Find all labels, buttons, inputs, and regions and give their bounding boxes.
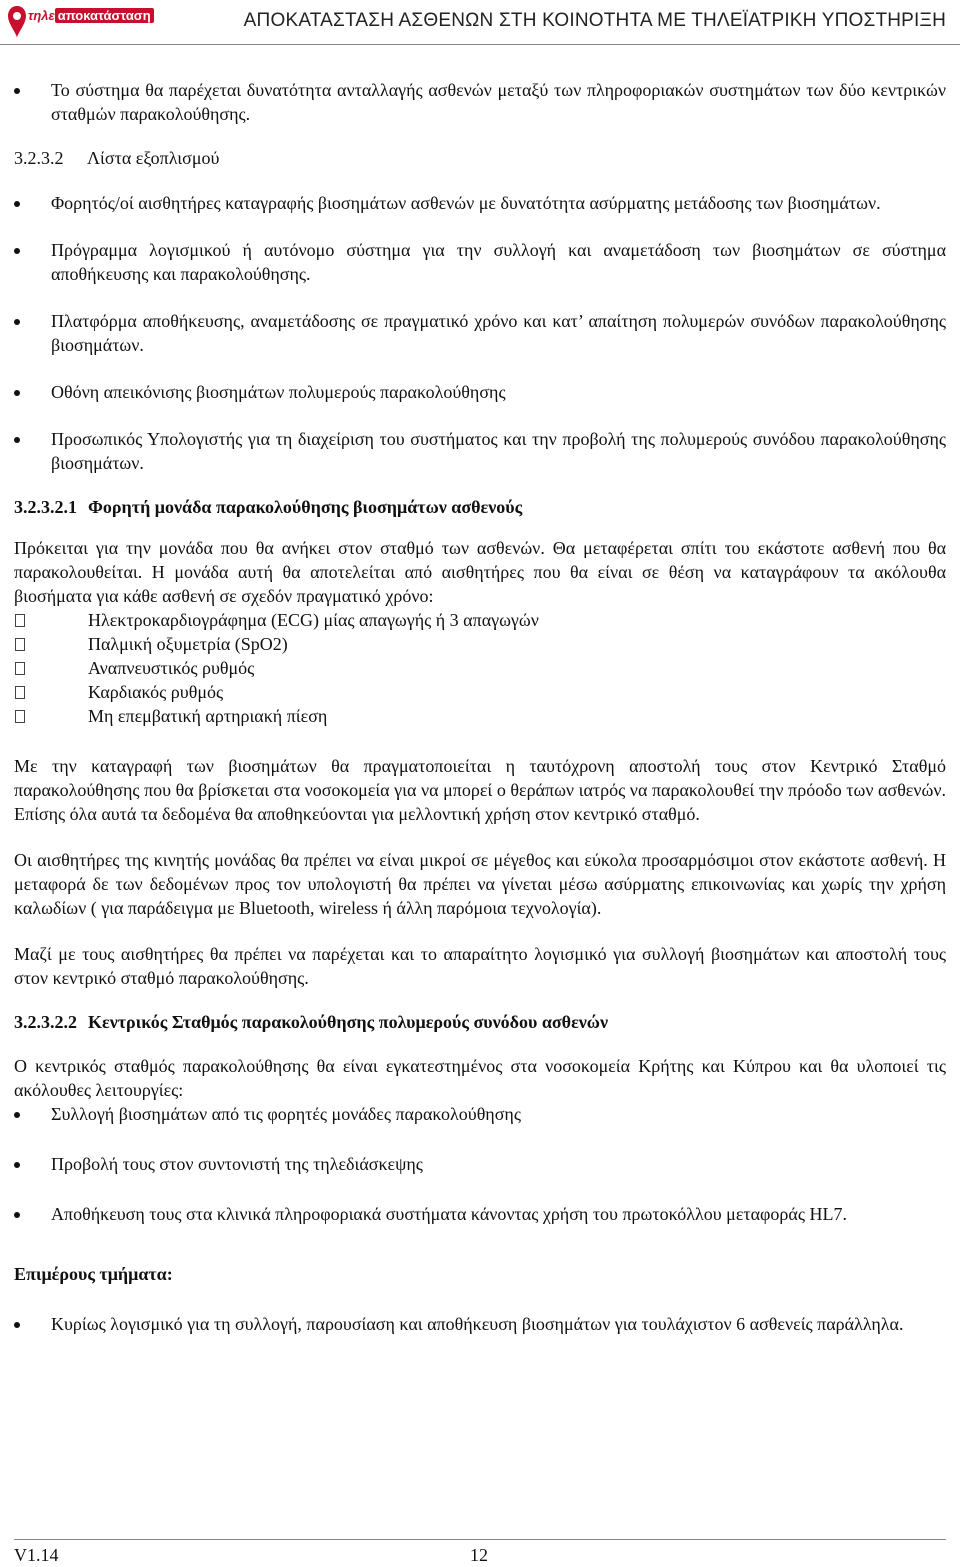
- paragraph: Ο κεντρικός σταθμός παρακολούθησης θα είναι εγκατεστημένος στα νοσοκομεία Κρήτης και Κύπρου και θα υλοποιεί τις ακόλουθες λειτουργίες:: [14, 1056, 946, 1100]
- list-item: Οθόνη απεικόνισης βιοσημάτων πολυμερούς παρακολούθησης: [14, 380, 946, 404]
- document-title: ΑΠΟΚΑΤΑΣΤΑΣΗ ΑΣΘΕΝΩΝ ΣΤΗ ΚΟΙΝΟΤΗΤΑ ΜΕ ΤΗΛΕΪΑΤΡΙΚΗ ΥΠΟΣΤΗΡΙΞΗ: [243, 10, 946, 31]
- signal-item: Παλμική οξυμετρία (SpO2): [14, 632, 946, 656]
- section-heading-equipment: 3.2.3.2 Λίστα εξοπλισμού: [14, 148, 220, 168]
- list-item: Συλλογή βιοσημάτων από τις φορητές μονάδες παρακολούθησης: [14, 1102, 946, 1126]
- subparts-label: Επιμέρους τμήματα:: [14, 1264, 173, 1284]
- list-item: Φορητός/οί αισθητήρες καταγραφής βιοσημάτων ασθενών με δυνατότητα ασύρματης μετάδοσης των βιοσημάτων.: [14, 191, 946, 215]
- signal-item: Καρδιακός ρυθμός: [14, 680, 946, 704]
- signal-item: Ηλεκτροκαρδιογράφημα (ECG) μίας απαγωγής ή 3 απαγωγών: [14, 608, 946, 632]
- paragraph: Πρόκειται για την μονάδα που θα ανήκει στον σταθμό των ασθενών. Θα μεταφέρεται σπίτι του εκάστοτε ασθενή που θα παρακολουθείται. Η μονάδα αυτή θα αποτελείται από αισθητήρες που θα είναι σε θέση να καταγράφουν τα ακόλουθα βιοσήματα για κάθε ασθενή σε σχεδόν πραγματικό χρόνο:: [14, 538, 946, 606]
- header-divider: [0, 44, 960, 45]
- logo-mark-icon: [6, 4, 28, 40]
- page-number: 12: [470, 1545, 488, 1565]
- list-item: Πλατφόρμα αποθήκευσης, αναμετάδοσης σε πραγματικό χρόνο και κατ’ απαίτηση πολυμερών συνόδων παρακολούθησης βιοσημάτων.: [14, 309, 946, 357]
- list-item: Προσωπικός Υπολογιστής για τη διαχείριση του συστήματος και την προβολή της πολυμερούς συνόδου παρακολούθησης βιοσημάτων.: [14, 427, 946, 475]
- section-heading-portable-unit: 3.2.3.2.1 Φορητή μονάδα παρακολούθησης βιοσημάτων ασθενούς: [14, 497, 523, 517]
- document-body: [14, 78, 946, 1359]
- paragraph: Μαζί με τους αισθητήρες θα πρέπει να παρέχεται και το απαραίτητο λογισμικό για συλλογή βιοσημάτων και αποστολή τους στον κεντρικό σταθμό παρακολούθησης.: [14, 944, 946, 988]
- paragraph: Με την καταγραφή των βιοσημάτων θα πραγματοποιείται η ταυτόχρονη αποστολή τους στον Κεντρικό Σταθμό παρακολούθησης που θα βρίσκεται στα νοσοκομεία για να μπορεί ο θεράπων ιατρός να παρακολουθεί την πρόοδο των ασθενών. Επίσης όλα αυτά τα δεδομένα θα αποθηκεύονται για μελλοντική χρήση στον κεντρικό σταθμό.: [14, 756, 946, 824]
- version-label: V1.14: [14, 1545, 59, 1565]
- page-header: [0, 0, 960, 46]
- list-item: Αποθήκευση τους στα κλινικά πληροφοριακά συστήματα κάνοντας χρήση του πρωτοκόλλου μεταφοράς HL7.: [14, 1202, 946, 1226]
- list-item: Πρόγραμμα λογισμικού ή αυτόνομο σύστημα για την συλλογή και αναμετάδοση των βιοσημάτων σε σύστημα αποθήκευσης και παρακολούθησης.: [14, 238, 946, 286]
- section-heading-central-station: 3.2.3.2.2 Κεντρικός Σταθμός παρακολούθησης πολυμερούς συνόδου ασθενών: [14, 1012, 609, 1032]
- logo-text: τηλε αποκατάσταση: [28, 8, 154, 23]
- footer-divider: [14, 1539, 946, 1540]
- paragraph: Οι αισθητήρες της κινητής μονάδας θα πρέπει να είναι μικροί σε μέγεθος και εύκολα προσαρμόσιμοι στον εκάστοτε ασθενή. Η μεταφορά δε των δεδομένων προς τον υπολογιστή θα πρέπει να γίνεται μέσω ασύρματης επικοινωνίας και χωρίς την χρήση καλωδίων ( για παράδειγμα με Bluetooth, wireless ή άλλη παρόμοια τεχνολογία).: [14, 850, 946, 918]
- logo: [4, 4, 151, 40]
- signal-item: Αναπνευστικός ρυθμός: [14, 656, 946, 680]
- list-item: Κυρίως λογισμικό για τη συλλογή, παρουσίαση και αποθήκευση βιοσημάτων για τουλάχιστον 6 ασθενείς παράλληλα.: [14, 1312, 946, 1336]
- list-item: Προβολή τους στον συντονιστή της τηλεδιάσκεψης: [14, 1152, 946, 1176]
- signal-item: Μη επεμβατική αρτηριακή πίεση: [14, 704, 946, 728]
- list-item: Το σύστημα θα παρέχεται δυνατότητα ανταλλαγής ασθενών μεταξύ των πληροφοριακών συστημάτων των δύο κεντρικών σταθμών παρακολούθησης.: [14, 78, 946, 126]
